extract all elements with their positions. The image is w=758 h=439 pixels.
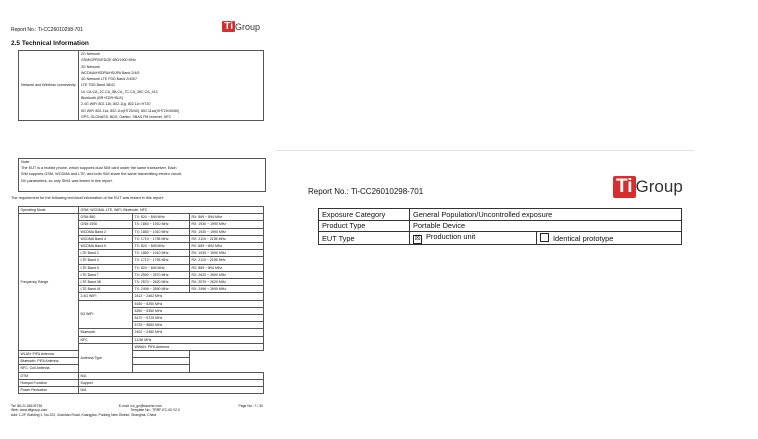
table-row: 2.4G WIFI 2412 ~ 2462 MHz [19,293,264,300]
table-row: Power Reduction N/A [19,387,264,394]
table-row: Bluetooth 2402 ~ 2480 MHz [19,329,264,336]
footer-email: E-mail: ics_gz@tiaozhe.com [118,404,162,408]
table-row: WCDMA Band 5 TX: 824 ~ 849 MHz RX: 869 ~ 894 MHz [19,243,264,250]
table-row: EUT Type ☒ Production unit Identical prototype [319,232,682,245]
table-row: LTE Band 5 TX: 824 ~ 849 MHz RX: 869 ~ 894 MHz [19,264,264,271]
footer-template: Template No.: TRRF-EC-00 V2.0 [130,408,180,413]
table-row: 5470 ~ 5725 MHz [19,315,264,322]
table-row: Bluetooth: PIFA Antenna [19,358,264,365]
left-document-page [8,18,266,430]
table-row: LTE Band 2 TX: 1850 ~ 1910 MHz RX: 1930 ~ 1990 MHz [19,250,264,257]
network-table [18,50,264,121]
note-box [18,158,266,192]
table-row: Product Type Portable Device [319,220,682,232]
table-row: NFC: Coil Antenna [19,365,264,372]
network-label: Network and Wireless connectivity [19,51,79,121]
report-number-right: Report No.: Ti-CC26010298-701 [308,187,424,196]
production-unit-option: ☒ Production unit [410,232,537,245]
footer-address: Add: 1-2F, Building 1, No.222, Xuanhan Road, Kuangjiao, Pudong New District, Shanghai, China [11,412,157,417]
note-title: Note: [21,160,31,164]
table-row: DTM N/A [19,372,264,379]
report-number-left: Report No.: Ti-CC26010298-701 [11,27,83,33]
checkbox-checked-icon: ☒ [414,235,421,242]
ti-group-logo-left: Ti Group [224,21,260,32]
table-row: GSM 1900 TX: 1850 ~ 1910 MHz RX: 1930 ~ 1990 MHz [19,221,264,228]
page-divider [276,150,694,151]
note-line: The EUT is a mobile phone, which supports dual SIM card under the same transceiver. Each [21,166,177,171]
footer-web: Web: www.titigroup.com [11,408,48,413]
table-row: WCDMA Band 2 TX: 1850 ~ 1910 MHz RX: 1930 ~ 1990 MHz [19,228,264,235]
table-row: Antenna Type WWAN: PIFA Antenna [19,343,264,350]
table-row: Exposure Category General Population/Uncontrolled exposure [319,209,682,221]
requirement-text: The requirement for the following technical information of the EUT was tested in this report: [11,196,164,200]
network-lines: 2G Network GSM/GPRS/EDGE 850/1900 MHz 3G Network WCDMA/HSDPA/HSUPA Band 2/4/5 4G Network LTE FDD Band 2/4/5/7 LTE TDD Band 38/41 UL CA:CA_2C,CA_5B,CA_7C,CA_38C,CA_41C Bluetooth (BR+EDR+BLE) 2.4G WIFI 802.11b, 802.11g, 802.11n HT20 5G WIFI 802.11a, 802.11n(HT20/40), 802.11ac(VHT20/40/80) GPS, GLONASS, BDS, Galileo, SBAS,FM receiver, NFC [79,51,264,121]
exposure-table [318,208,682,245]
table-row: WCDMA Band 4 TX: 1710 ~ 1755 MHz RX: 2110 ~ 2155 MHz [19,235,264,242]
table-row: 5725 ~ 5850 MHz [19,322,264,329]
ti-group-logo-right: Ti Group [613,176,683,198]
identical-prototype-option: Identical prototype [537,232,682,245]
checkbox-empty-icon [540,233,549,242]
table-row: Frequency Range GSM 850 TX: 824 ~ 849 MHz RX: 869 ~ 894 MHz [19,214,264,221]
table-row: WLAN: PIFA Antenna [19,351,264,358]
table-row: Operating Mode GSM, WCDMA, LTE, WIFI, Bluetooth, NFC [19,207,264,214]
table-row: LTE Band 7 TX: 2500 ~ 2570 MHz RX: 2620 ~ 2690 MHz [19,271,264,278]
table-row: LTE Band 38 TX: 2570 ~ 2620 MHz RX: 2570 ~ 2620 MHz [19,279,264,286]
note-line: SIM supports GSM, WCDMA and LTE, and both SIM share the same transmitting electro circuit, [21,172,182,177]
table-row: LTE Band 41 TX: 2496 ~ 2690 MHz RX: 2496 ~ 2690 MHz [19,286,264,293]
frequency-range-label: Frequency Range [19,214,79,351]
table-row: LTE Band 4 TX: 1710 ~ 1755 MHz RX: 2110 ~ 2155 MHz [19,257,264,264]
table-row: 5G WIFI 5150 ~ 5250 MHz [19,300,264,307]
footer-page: Page No.: 7 / 30 [238,404,263,408]
table-row: 5250 ~ 5350 MHz [19,307,264,314]
table-row: Hotspot Function Support [19,379,264,386]
page-footer [11,404,263,417]
table-row: NFC 13.56 MHz [19,336,264,343]
technical-table [18,206,264,394]
section-title: 2.5 Technical Information [11,40,89,47]
note-line: NV parameters, so only SIM1 was tested in this report. [21,178,113,183]
footer-tel: Tel: 86-21-58109736 [11,404,43,408]
